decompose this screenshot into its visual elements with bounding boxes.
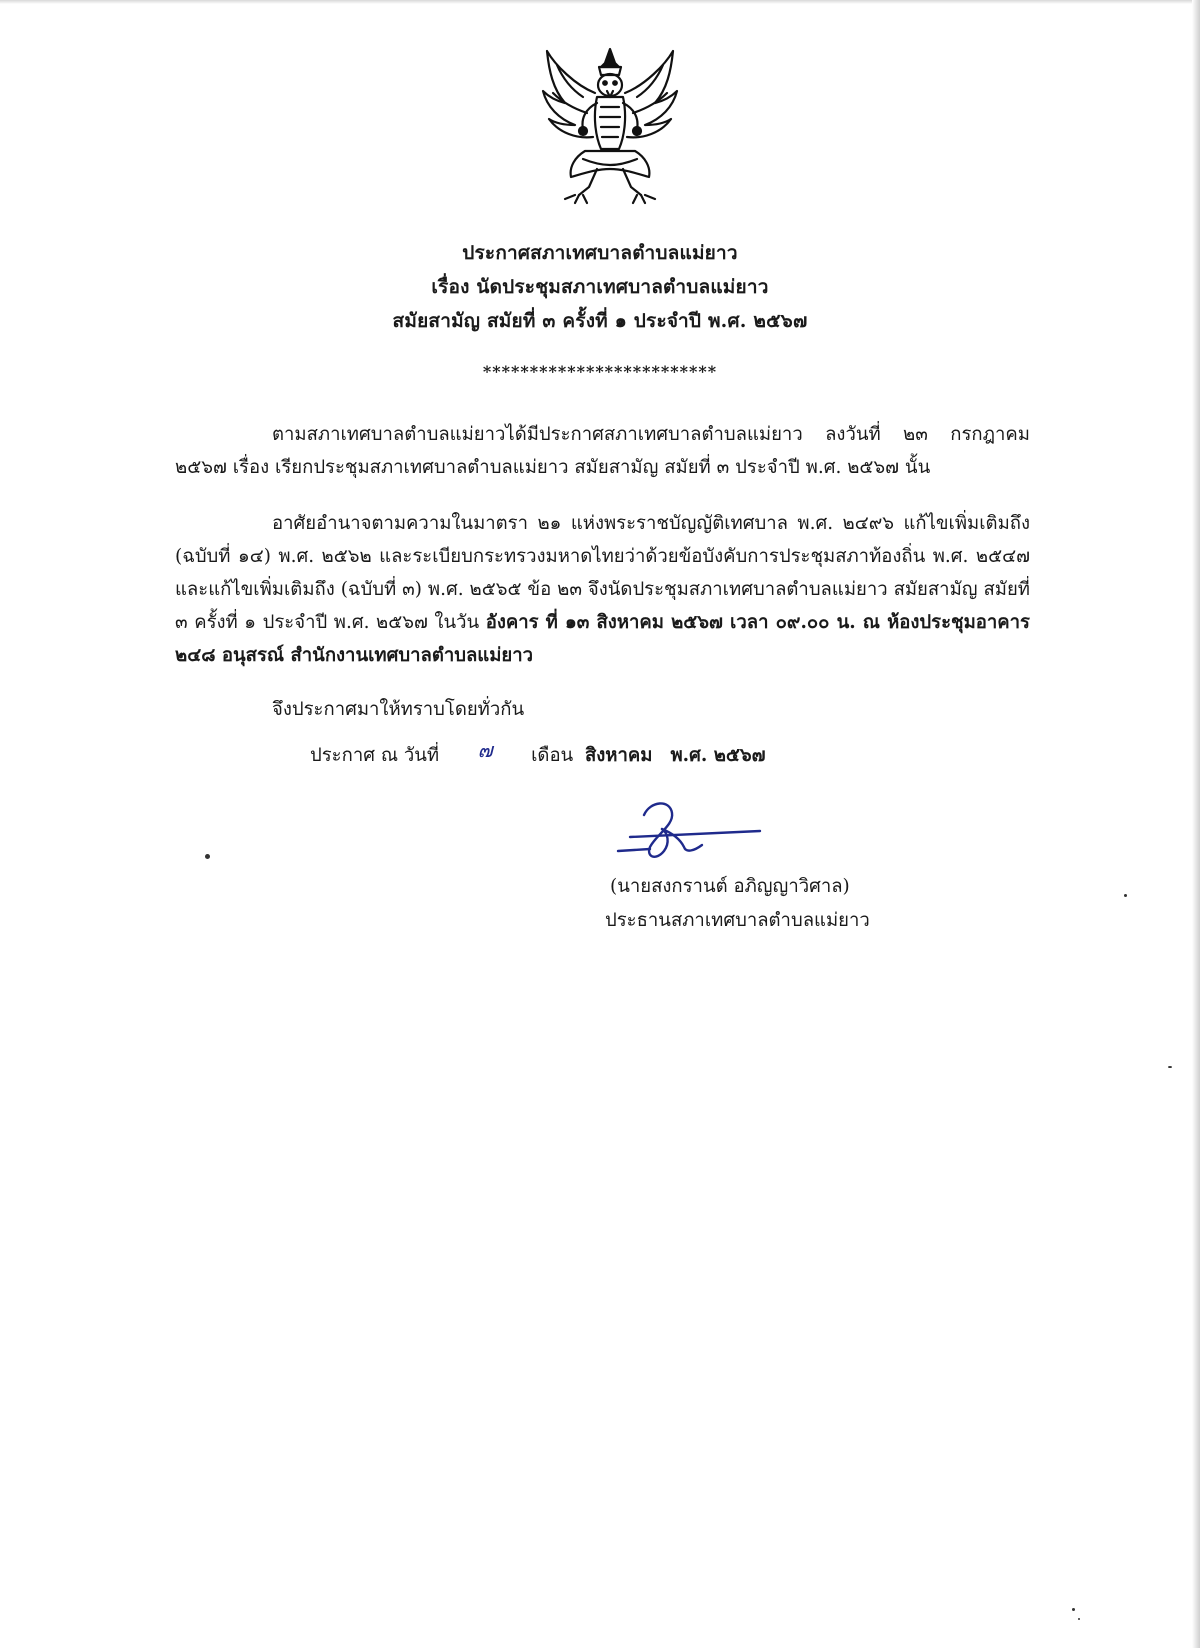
paragraph-2	[175, 507, 1030, 672]
title-line-2: เรื่อง นัดประชุมสภาเทศบาลตำบลแม่ยาว	[431, 276, 769, 298]
paragraph-1: ตามสภาเทศบาลตำบลแม่ยาวได้มีประกาศสภาเทศบาลตำบลแม่ยาว ลงวันที่ ๒๓ กรกฎาคม ๒๕๖๗ เรื่อง เรียกประชุมสภาเทศบาลตำบลแม่ยาว สมัยสามัญ สมัยที่ ๓ ประจำปี พ.ศ. ๒๕๖๗ นั้น	[175, 424, 1030, 478]
separator-line: *************************	[482, 362, 718, 381]
scan-speck	[205, 854, 210, 859]
scan-speck	[1168, 1066, 1172, 1068]
date-year: พ.ศ. ๒๕๖๗	[670, 745, 766, 766]
scan-speck	[1078, 1618, 1080, 1620]
signer-name: (นายสงกรานต์ อภิญญาวิศาล)	[610, 876, 850, 897]
handwritten-signature-icon	[610, 795, 770, 870]
announcement-date	[310, 738, 766, 770]
garuda-emblem-icon	[535, 45, 685, 205]
date-day-handwritten: ๗	[477, 738, 493, 762]
date-month: สิงหาคม	[584, 745, 653, 766]
scan-speck	[1072, 1608, 1075, 1611]
paragraph-2-meeting-details: อังคาร ที่ ๑๓ สิงหาคม ๒๕๖๗ เวลา ๐๙.๐๐ น. ณ ห้องประชุมอาคาร ๒๔๘ อนุสรณ์ สำนักงานเทศบาลตำบลแม่ยาว	[175, 612, 1030, 666]
date-month-label: เดือน	[531, 745, 574, 766]
title-line-1: ประกาศสภาเทศบาลตำบลแม่ยาว	[462, 242, 738, 264]
title-line-3: สมัยสามัญ สมัยที่ ๓ ครั้งที่ ๑ ประจำปี พ.ศ. ๒๕๖๗	[392, 310, 808, 332]
date-prefix: ประกาศ ณ วันที่	[310, 745, 440, 766]
scan-edge-top	[0, 0, 1200, 4]
paragraph-2-text: อาศัยอำนาจตามความในมาตรา ๒๑ แห่งพระราชบัญญัติเทศบาล พ.ศ. ๒๔๙๖ แก้ไขเพิ่มเติมถึง (ฉบับที่ ๑๔) พ.ศ. ๒๕๖๒ และระเบียบกระทรวงมหาดไทยว่าด้วยข้อบังคับการประชุมสภาท้องถิ่น พ.ศ. ๒๕๔๗ และแก้ไขเพิ่มเติมถึง (ฉบับที่ ๓) พ.ศ. ๒๕๖๕ ข้อ ๒๓ จึงนัดประชุมสภาเทศบาลตำบลแม่ยาว สมัยสามัญ สมัยที่ ๓ ครั้งที่ ๑ ประจำปี พ.ศ. ๒๕๖๗ ในวัน	[175, 513, 1030, 633]
scan-speck	[1124, 894, 1127, 897]
signer-title: ประธานสภาเทศบาลตำบลแม่ยาว	[605, 910, 870, 931]
closing-statement: จึงประกาศมาให้ทราบโดยทั่วกัน	[272, 699, 525, 720]
